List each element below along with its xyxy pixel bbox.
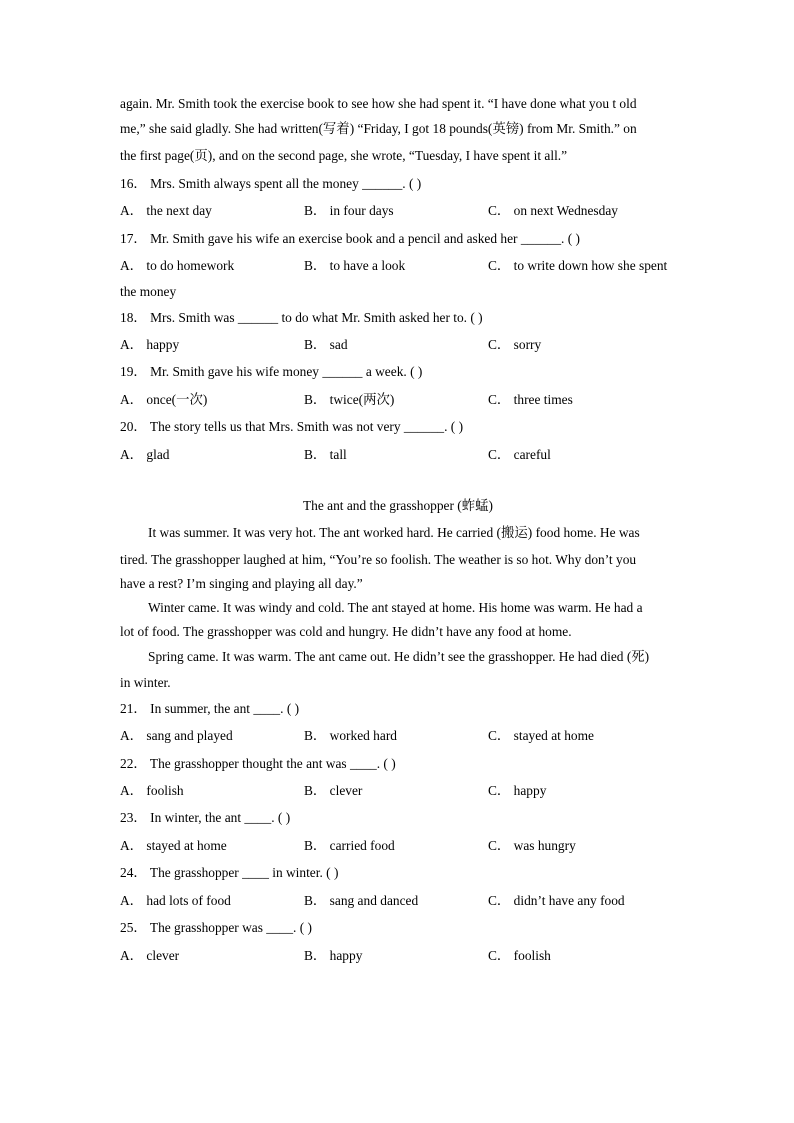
option-16-a[interactable]: A． the next day: [120, 203, 212, 218]
option-24-c[interactable]: C． didn’t have any food: [488, 893, 625, 908]
option-25-b[interactable]: B． happy: [304, 948, 363, 963]
option-18-a[interactable]: A． happy: [120, 337, 180, 352]
question-18: 18． Mrs. Smith was ______ to do what Mr. Smith asked her to. ( ): [120, 310, 483, 325]
options-16: [120, 202, 680, 220]
option-16-b[interactable]: B． in four days: [304, 203, 394, 218]
options-19: [120, 391, 680, 409]
options-18: [120, 336, 680, 354]
option-18-c[interactable]: C． sorry: [488, 337, 542, 352]
option-19-a[interactable]: A． once(一次): [120, 392, 208, 407]
question-25: 25． The grasshopper was ____. ( ): [120, 920, 313, 935]
passage1-line-3: the first page(页), and on the second page, she wrote, “Tuesday, I have spent it all.”: [120, 148, 568, 163]
options-17: [120, 257, 680, 275]
question-19: 19． Mr. Smith gave his wife money ______ a week. ( ): [120, 364, 423, 379]
option-19-c[interactable]: C． three times: [488, 392, 573, 407]
options-22: [120, 782, 680, 800]
option-22-b[interactable]: B． clever: [304, 783, 363, 798]
passage2-title: The ant and the grasshopper (蚱蜢): [302, 498, 493, 513]
option-20-a[interactable]: A． glad: [120, 447, 170, 462]
options-25: [120, 947, 680, 965]
option-20-b[interactable]: B． tall: [304, 447, 347, 462]
passage1-line-1: again. Mr. Smith took the exercise book to see how she had spent it. “I have done what you t old: [120, 96, 637, 111]
option-18-b[interactable]: B． sad: [304, 337, 348, 352]
option-22-a[interactable]: A． foolish: [120, 783, 184, 798]
question-23: 23． In winter, the ant ____. ( ): [120, 810, 291, 825]
option-23-a[interactable]: A． stayed at home: [120, 838, 227, 853]
passage2-line-6: Spring came. It was warm. The ant came out. He didn’t see the grasshopper. He had died (死): [148, 649, 650, 664]
option-23-c[interactable]: C． was hungry: [488, 838, 576, 853]
passage2-line-3: have a rest? I’m singing and playing all day.”: [120, 576, 363, 591]
option-21-c[interactable]: C． stayed at home: [488, 728, 594, 743]
option-16-c[interactable]: C． on next Wednesday: [488, 203, 618, 218]
option-17-a[interactable]: A． to do homework: [120, 258, 235, 273]
option-24-a[interactable]: A． had lots of food: [120, 893, 231, 908]
question-16: 16． Mrs. Smith always spent all the money ______. ( ): [120, 176, 422, 191]
passage2-line-2: tired. The grasshopper laughed at him, “You’re so foolish. The weather is so hot. Why don’t you: [120, 552, 637, 567]
question-20: 20． The story tells us that Mrs. Smith was not very ______. ( ): [120, 419, 464, 434]
passage1-line-2: me,” she said gladly. She had written(写着) “Friday, I got 18 pounds(英镑) from Mr. Smith.” on: [120, 121, 637, 136]
passage2-line-1: It was summer. It was very hot. The ant worked hard. He carried (搬运) food home. He was: [148, 525, 640, 540]
option-25-c[interactable]: C． foolish: [488, 948, 551, 963]
option-23-b[interactable]: B． carried food: [304, 838, 395, 853]
question-24: 24． The grasshopper ____ in winter. ( ): [120, 865, 339, 880]
option-22-c[interactable]: C． happy: [488, 783, 547, 798]
passage2-line-4: Winter came. It was windy and cold. The ant stayed at home. His home was warm. He had a: [148, 600, 643, 615]
options-20: [120, 446, 680, 464]
option-21-a[interactable]: A． sang and played: [120, 728, 233, 743]
passage2-line-5: lot of food. The grasshopper was cold and hungry. He didn’t have any food at home.: [120, 624, 572, 639]
question-17: 17． Mr. Smith gave his wife an exercise book and a pencil and asked her ______. ( ): [120, 231, 580, 246]
option-17-b[interactable]: B． to have a look: [304, 258, 406, 273]
options-23: [120, 837, 680, 855]
option-24-b[interactable]: B． sang and danced: [304, 893, 419, 908]
question-22: 22． The grasshopper thought the ant was ____. ( ): [120, 756, 396, 771]
option-25-a[interactable]: A． clever: [120, 948, 180, 963]
question-21: 21． In summer, the ant ____. ( ): [120, 701, 300, 716]
option-21-b[interactable]: B． worked hard: [304, 728, 397, 743]
option-20-c[interactable]: C． careful: [488, 447, 551, 462]
option-19-b[interactable]: B． twice(两次): [304, 392, 395, 407]
passage2-line-7: in winter.: [120, 675, 171, 690]
options-21: [120, 727, 680, 745]
option-17-c[interactable]: C． to write down how she spent: [488, 258, 668, 273]
options-24: [120, 892, 680, 910]
option-17-c-continued: the money: [120, 284, 177, 299]
